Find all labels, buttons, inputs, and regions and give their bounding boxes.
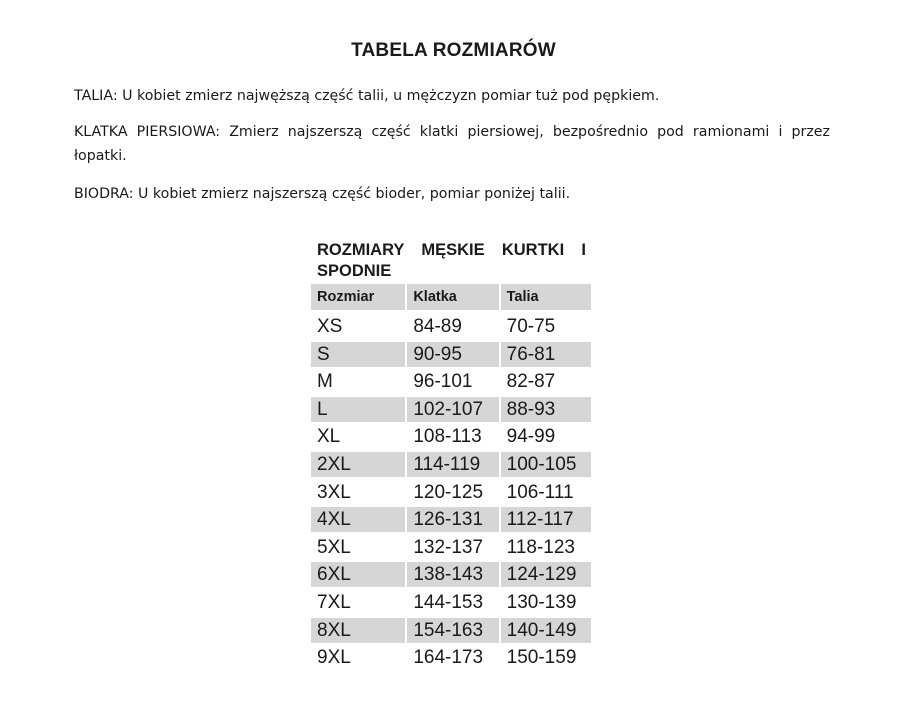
cell-waist: 130-139 — [506, 591, 577, 613]
cell-chest: 108-113 — [413, 426, 482, 448]
table-row — [311, 534, 591, 562]
cell-size: 7XL — [317, 591, 351, 613]
cell-chest: 164-173 — [413, 647, 484, 669]
cell-chest: 84-89 — [413, 316, 462, 337]
table-row — [311, 313, 591, 341]
cell-size: 4XL — [311, 507, 405, 532]
cell-size: 3XL — [317, 481, 351, 503]
table-row — [311, 368, 591, 396]
cell-waist: 76-81 — [501, 342, 591, 367]
cell-waist: 94-99 — [506, 426, 556, 448]
talia-instruction: TALIA: U kobiet zmierz najwęższą część talii, u mężczyzn pomiar tuż pod pępkiem. — [74, 88, 660, 104]
cell-chest: 138-143 — [407, 562, 498, 587]
table-row — [311, 396, 591, 424]
size-table — [311, 240, 591, 672]
cell-size: XS — [317, 316, 343, 337]
table-row — [311, 341, 591, 369]
cell-chest: 132-137 — [413, 536, 484, 558]
cell-size: 5XL — [317, 536, 351, 558]
cell-waist: 150-159 — [506, 647, 577, 669]
table-row — [311, 479, 591, 507]
header-rozmiar: Rozmiar — [311, 284, 405, 310]
cell-waist: 88-93 — [501, 397, 591, 422]
cell-waist: 124-129 — [501, 562, 591, 587]
cell-chest: 90-95 — [407, 342, 498, 367]
size-table-body — [311, 313, 591, 672]
cell-chest: 114-119 — [407, 452, 498, 477]
size-table-title: ROZMIARY MĘSKIE KURTKI I SPODNIE — [317, 241, 586, 280]
cell-chest: 144-153 — [413, 591, 484, 613]
table-row — [311, 589, 591, 617]
cell-size: 2XL — [311, 452, 405, 477]
klatka-instruction: KLATKA PIERSIOWA: Zmierz najszerszą część klatki piersiowej, bezpośrednio pod ramionami i przez łopatki. — [74, 124, 830, 164]
cell-chest: 154-163 — [407, 618, 498, 643]
cell-size: M — [317, 371, 333, 393]
table-row — [311, 506, 591, 534]
cell-chest: 126-131 — [407, 507, 498, 532]
cell-waist: 112-117 — [501, 507, 591, 532]
cell-size: XL — [317, 426, 341, 448]
cell-waist: 82-87 — [506, 371, 556, 393]
header-klatka: Klatka — [407, 284, 498, 310]
header-talia: Talia — [501, 284, 591, 310]
table-row — [311, 561, 591, 589]
cell-waist: 118-123 — [506, 536, 575, 558]
page-title: TABELA ROZMIARÓW — [351, 40, 556, 61]
cell-chest: 120-125 — [413, 481, 484, 503]
cell-waist: 70-75 — [506, 316, 556, 337]
cell-size: 8XL — [311, 618, 405, 643]
cell-chest: 96-101 — [413, 371, 473, 393]
table-row — [311, 644, 591, 672]
table-row — [311, 451, 591, 479]
cell-waist: 100-105 — [501, 452, 591, 477]
cell-size: 9XL — [317, 647, 351, 669]
cell-waist: 106-111 — [506, 481, 574, 503]
biodra-instruction: BIODRA: U kobiet zmierz najszerszą część bioder, pomiar poniżej talii. — [74, 186, 571, 202]
cell-waist: 140-149 — [501, 618, 591, 643]
cell-chest: 102-107 — [407, 397, 498, 422]
cell-size: S — [311, 342, 405, 367]
table-row — [311, 423, 591, 451]
cell-size: L — [311, 397, 405, 422]
size-table-header — [311, 284, 591, 310]
table-row — [311, 617, 591, 645]
cell-size: 6XL — [311, 562, 405, 587]
